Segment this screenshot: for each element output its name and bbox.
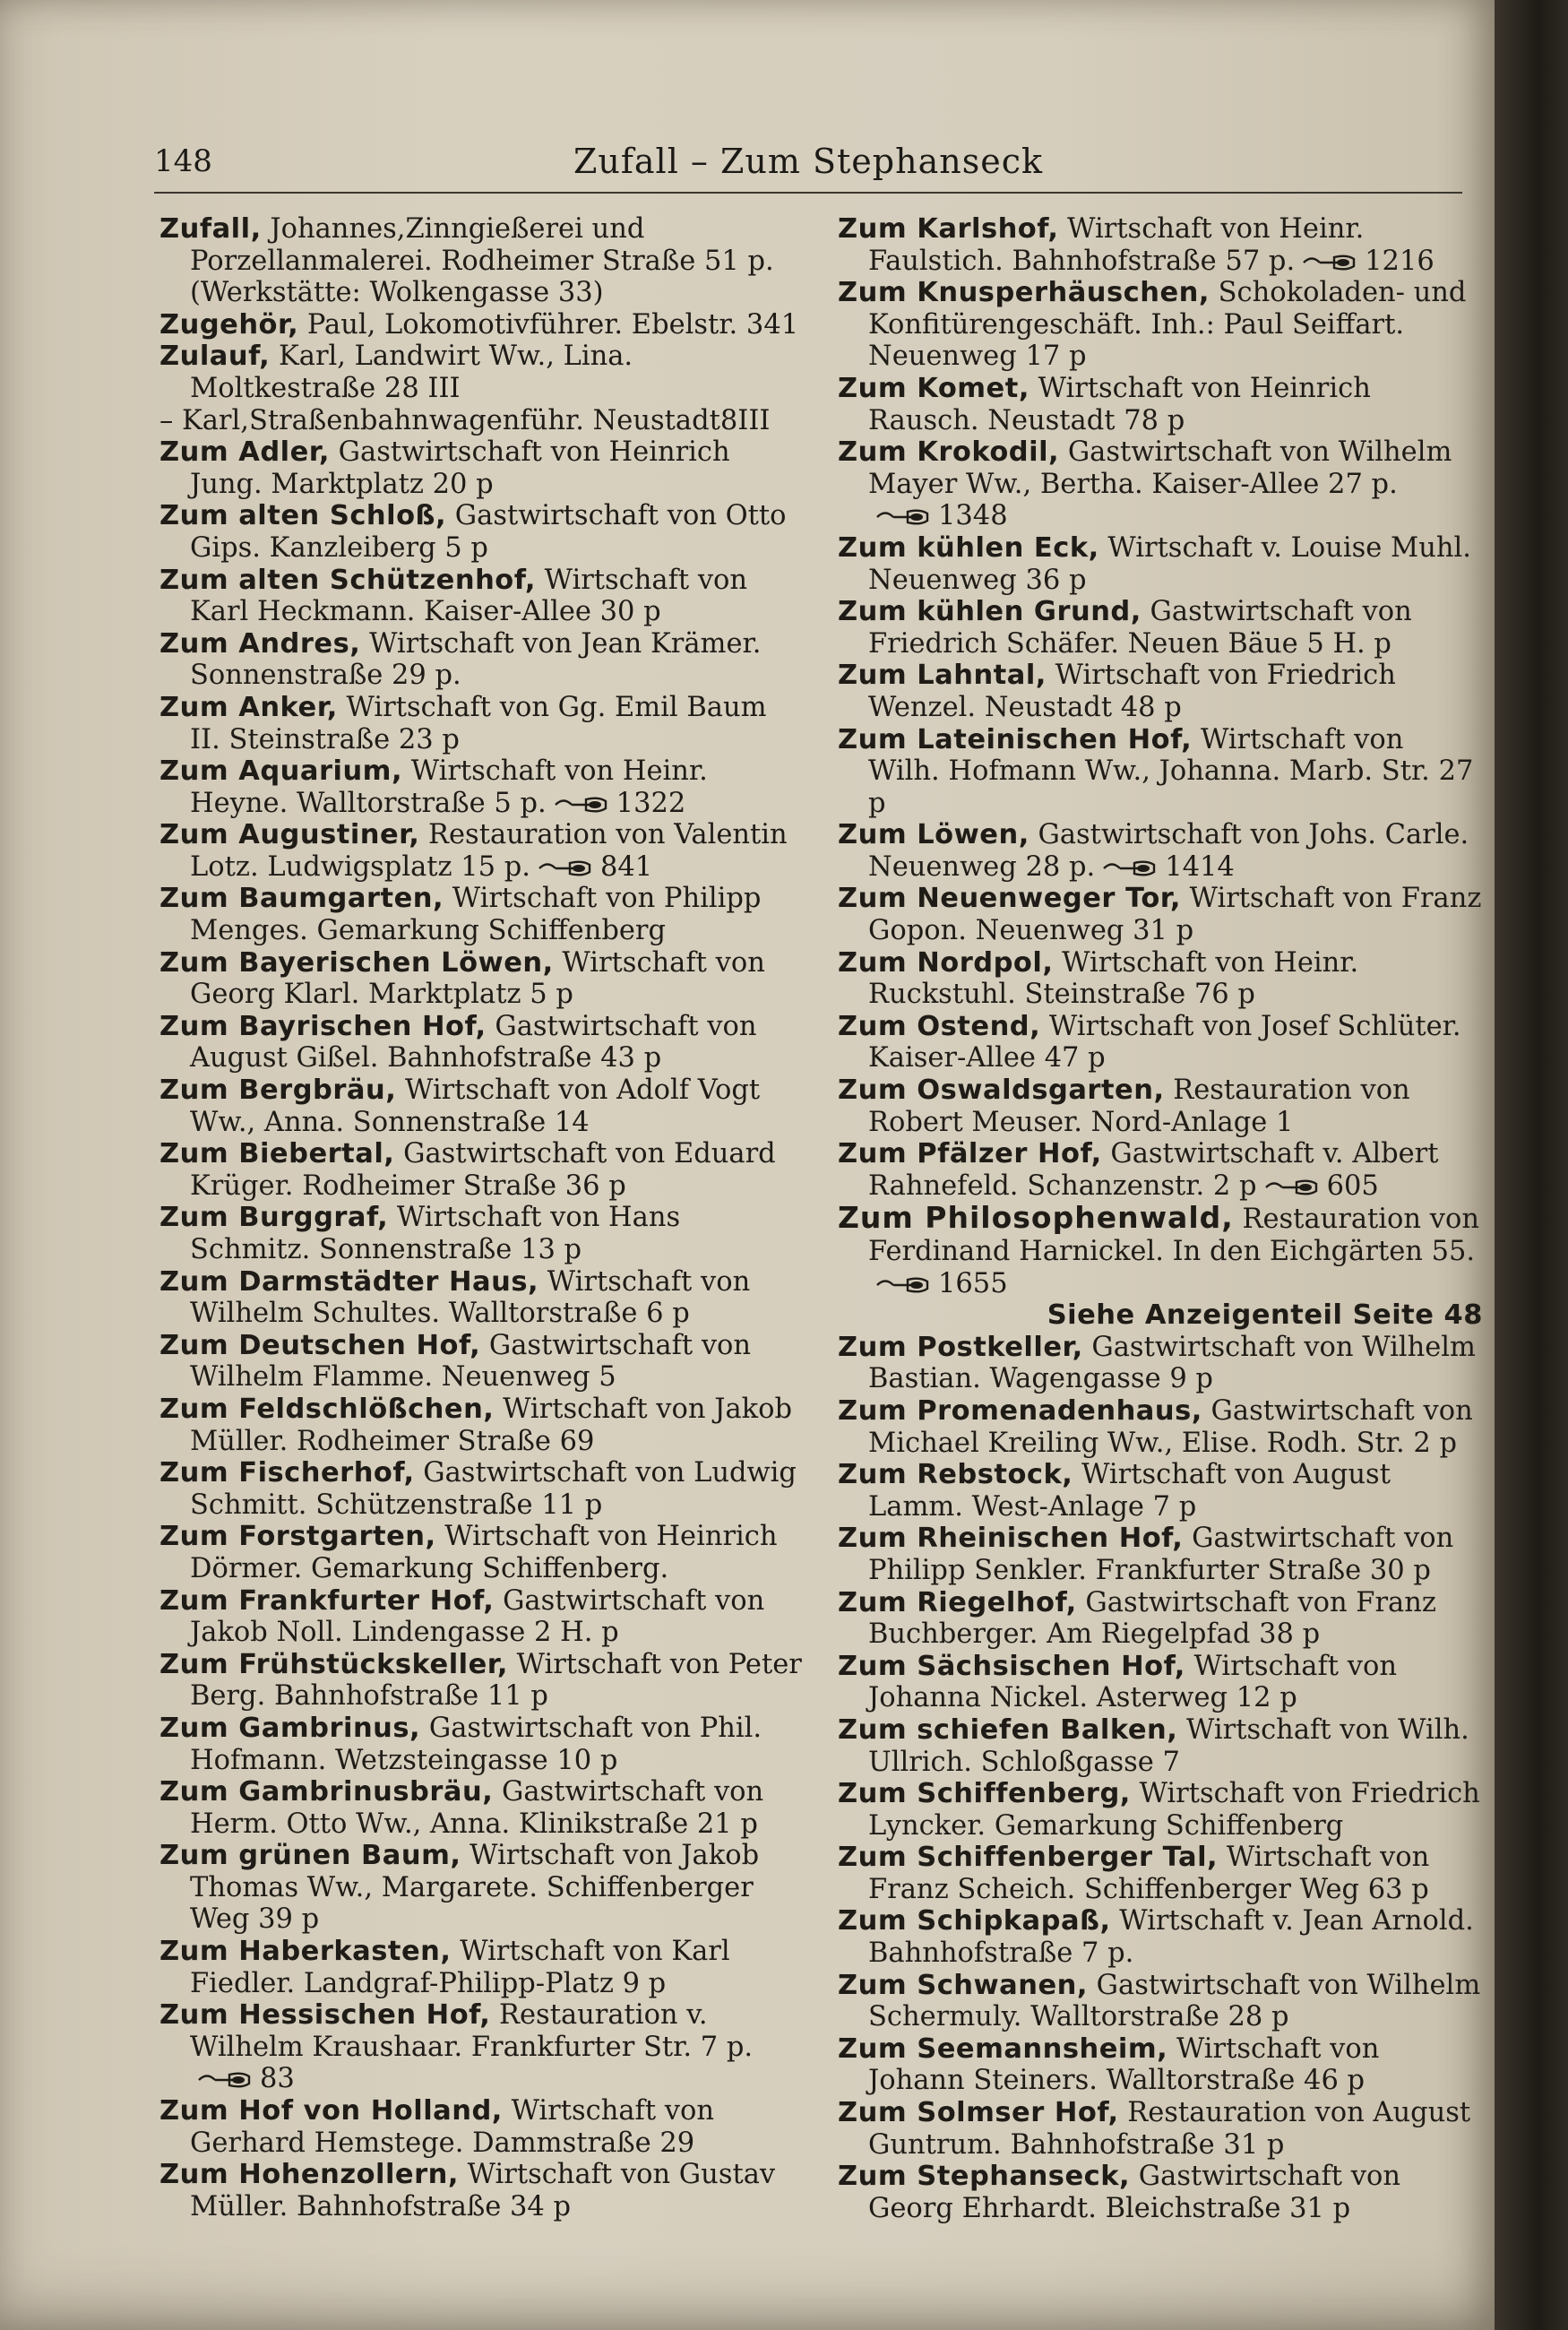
entry-name: Zum Gambrinus, [159, 1712, 421, 1744]
directory-entry [838, 1332, 1483, 1395]
entry-name: Zum Andres, [159, 627, 361, 660]
directory-entry [159, 1011, 805, 1074]
entry-details: Wirtschaft von Friedrich Wenzel. Neustadt 48 p [868, 660, 1396, 723]
entry-details: Gastwirtschaft von Eduard Krüger. Rodheimer Straße 36 p [190, 1138, 776, 1202]
entry-name: Zum Komet, [838, 372, 1030, 404]
telephone-number [868, 1268, 1008, 1299]
entry-name: Zulauf, [159, 341, 271, 373]
telephone-icon [538, 859, 591, 877]
entry-details: Wirtschaft von Heinr. Faulstich. Bahnhofstraße 57 p. [868, 213, 1365, 277]
entry-details: Restauration v. Wilhelm Kraushaar. Frankfurter Str. 7 p. [190, 1999, 754, 2063]
entry-details: Wirtschaft von Wilh. Hofmann Ww., Johanna. Marb. Str. 27 p [868, 723, 1474, 819]
entry-name: Zum Hessischen Hof, [159, 1999, 491, 2032]
entry-details: Wirtschaft von Johanna Nickel. Asterweg 12 p [868, 1650, 1397, 1714]
entry-name: Zum Promenadenhaus, [838, 1394, 1202, 1427]
directory-entry [838, 1651, 1483, 1714]
entry-details: Schokoladen- und Konfitürengeschäft. Inh.: Paul Seiffart. Neuenweg 17 p [868, 277, 1467, 373]
entry-details: Gastwirtschaft von Georg Ehrhardt. Bleichstraße 31 p [868, 2161, 1400, 2224]
telephone-number-value: 1655 [938, 1267, 1008, 1299]
entry-name: Zum Haberkasten, [159, 1936, 452, 1968]
entry-details: Gastwirtschaft von Phil. Hofmann. Wetzsteingasse 10 p [190, 1712, 762, 1776]
entry-details: Wirtschaft von Gustav Müller. Bahnhofstraße 34 p [190, 2159, 776, 2222]
entry-details: Wirtschaft von Gerhard Hemstege. Dammstraße 29 [190, 2095, 715, 2159]
directory-entry [159, 2095, 805, 2159]
entry-details: Wirtschaft von Georg Klarl. Marktplatz 5 p [190, 946, 765, 1011]
entry-details: Wirtschaft von Jean Krämer. Sonnenstraße 29 p. [190, 627, 762, 692]
page-number: 148 [154, 143, 212, 179]
directory-entry [159, 1713, 805, 1776]
entry-name: Zum Schiffenberger Tal, [838, 1842, 1219, 1874]
entry-name: Zum Biebertal, [159, 1138, 395, 1170]
telephone-icon [197, 2071, 251, 2089]
entry-name: Zum Feldschlößchen, [159, 1393, 495, 1425]
entry-name: Zum Karlshof, [838, 213, 1059, 245]
directory-entry [838, 1138, 1483, 1202]
entry-details: Wirtschaft v. Louise Muhl. Neuenweg 36 p [868, 531, 1471, 596]
telephone-number-value: 1216 [1365, 245, 1434, 277]
directory-entry [838, 1523, 1483, 1586]
directory-entry [838, 883, 1483, 946]
entry-name: Zum Knusperhäuschen, [838, 277, 1210, 309]
entry-details: Gastwirtschaft von Michael Kreiling Ww., Elise. Rodh. Str. 2 p [868, 1394, 1473, 1459]
entry-details: Gastwirtschaft von Friedrich Schäfer. Neuen Bäue 5 H. p [868, 596, 1412, 660]
directory-entry [838, 213, 1483, 277]
entry-name: Zum Stephanseck, [838, 2161, 1131, 2193]
entry-name: Zum Neuenweger Tor, [838, 883, 1181, 915]
telephone-number-value: 83 [260, 2063, 295, 2095]
entry-name: Zum Krokodil, [838, 436, 1060, 469]
entry-details: – Karl,Straßenbahnwagenführ. Neustadt8III [159, 404, 771, 436]
entry-details: Karl, Landwirt Ww., Lina. Moltkestraße 28 III [190, 341, 633, 404]
directory-entry [159, 1394, 805, 1457]
directory-entry [159, 947, 805, 1011]
directory-entry [159, 1330, 805, 1394]
entry-details: Wirtschaft von Heinrich Rausch. Neustadt 78 p [868, 372, 1371, 436]
directory-entry [838, 1842, 1483, 1905]
directory-entry [159, 309, 805, 341]
entry-name: Zum Frankfurter Hof, [159, 1584, 495, 1617]
entry-name: Zum Sächsischen Hof, [838, 1650, 1185, 1682]
entry-name: Zum Schwanen, [838, 1969, 1088, 2001]
entry-details: Wirtschaft von August Lamm. West-Anlage 7 p [868, 1459, 1391, 1523]
directory-entry [838, 724, 1483, 820]
directory-entry [838, 660, 1483, 723]
entry-name: Zum grünen Baum, [159, 1840, 461, 1872]
directory-entry [159, 405, 805, 437]
entry-name: Zum Löwen, [838, 819, 1030, 851]
entry-name: Zum Pfälzer Hof, [838, 1138, 1102, 1170]
directory-entry [159, 341, 805, 404]
directory-entry [838, 1714, 1483, 1778]
entry-details: Wirtschaft von Franz Gopon. Neuenweg 31 p [868, 883, 1482, 947]
directory-entry [159, 213, 805, 309]
directory-entry [159, 692, 805, 755]
entry-name: Zum alten Schützenhof, [159, 564, 536, 596]
telephone-number-value: 1322 [616, 787, 686, 819]
entry-details: Wirtschaft von Heinr. Heyne. Walltorstraße 5 p. [190, 755, 708, 819]
entry-name: Zum Rebstock, [838, 1459, 1073, 1491]
entry-details: Wirtschaft von Johann Steiners. Walltorstraße 46 p [868, 2032, 1380, 2097]
entry-details: Gastwirtschaft von Herm. Otto Ww., Anna. Klinikstraße 21 p [190, 1776, 764, 1840]
entry-details: Restauration von August Guntrum. Bahnhofstraße 31 p [868, 2097, 1471, 2161]
entry-details: Gastwirtschaft von Franz Buchberger. Am Riegelpfad 38 p [868, 1586, 1436, 1651]
entry-name: Zum Hohenzollern, [159, 2159, 459, 2191]
entry-details: Wirtschaft von Wilhelm Schultes. Walltorstraße 6 p [190, 1265, 751, 1330]
directory-entry [838, 1011, 1483, 1074]
entry-details: Gastwirtschaft von Heinrich Jung. Marktplatz 20 p [190, 436, 730, 500]
entry-name: Zum alten Schloß, [159, 500, 447, 532]
entry-name: Zum Ostend, [838, 1010, 1041, 1042]
directory-entry [159, 1776, 805, 1840]
telephone-icon [1302, 254, 1356, 272]
directory-entry [159, 755, 805, 819]
entry-details: Wirtschaft von Jakob Müller. Rodheimer Straße 69 [190, 1393, 792, 1457]
directory-entry [838, 947, 1483, 1011]
telephone-number-value: 1414 [1165, 850, 1235, 883]
entry-details: Paul, Lokomotivführer. Ebelstr. 341 [306, 308, 799, 341]
entry-name: Zum Bayrischen Hof, [159, 1010, 487, 1042]
entry-name: Zum kühlen Grund, [838, 596, 1142, 628]
entry-details: Wirtschaft von Karl Heckmann. Kaiser-Allee 30 p [190, 564, 748, 628]
entry-name: Zum schiefen Balken, [838, 1713, 1178, 1746]
entry-details: Wirtschaft von Franz Scheich. Schiffenberger Weg 63 p [868, 1842, 1430, 1905]
directory-entry [838, 2097, 1483, 2161]
telephone-number [547, 788, 686, 819]
directory-entry [838, 1395, 1483, 1459]
entry-details: Gastwirtschaft von Wilhelm Mayer Ww., Bertha. Kaiser-Allee 27 p. [868, 436, 1452, 500]
directory-entry [159, 1074, 805, 1138]
entry-details: Wirtschaft von Gg. Emil Baum II. Steinstraße 23 p [190, 691, 767, 755]
entry-name: Zum Fischerhof, [159, 1457, 415, 1489]
entry-details: Restauration von Ferdinand Harnickel. In den Eichgärten 55. [868, 1204, 1479, 1267]
directory-entry [159, 883, 805, 946]
entry-name: Zum Augustiner, [159, 819, 420, 851]
telephone-number-value: 841 [600, 850, 653, 883]
page-header [154, 142, 1462, 194]
telephone-number [1095, 851, 1235, 883]
telephone-number [1295, 246, 1434, 277]
entry-name: Zum Rheinischen Hof, [838, 1523, 1184, 1555]
entry-details: Wirtschaft von Friedrich Lyncker. Gemarkung Schiffenberg [868, 1778, 1480, 1842]
entry-name: Zum Lahntal, [838, 660, 1047, 692]
entry-name: Zum kühlen Eck, [838, 531, 1099, 564]
directory-entry [838, 373, 1483, 436]
right-column [838, 213, 1483, 2224]
entry-name: Zum Hof von Holland, [159, 2095, 503, 2127]
directory-entry [159, 1202, 805, 1265]
running-head: Zufall – Zum Stephanseck [573, 142, 1044, 181]
directory-entry [159, 1521, 805, 1584]
entry-details: Wirtschaft von Hans Schmitz. Sonnenstraße 13 p [190, 1202, 681, 1265]
directory-entry [159, 1138, 805, 1202]
entry-name: Zum Philosophenwald, [838, 1200, 1234, 1236]
directory-entry [159, 1936, 805, 1999]
telephone-number [868, 500, 1008, 531]
entry-name: Zum Deutschen Hof, [159, 1329, 481, 1361]
directory-entry [838, 1074, 1483, 1138]
directory-entry [159, 1999, 805, 2095]
telephone-number-value: 605 [1326, 1169, 1379, 1202]
entry-name: Zum Oswaldsgarten, [838, 1074, 1165, 1107]
entry-name: Zum Solmser Hof, [838, 2097, 1119, 2129]
directory-entry [838, 819, 1483, 883]
directory-entry [159, 2159, 805, 2222]
entry-name: Zum Nordpol, [838, 946, 1054, 979]
directory-entry [838, 1970, 1483, 2033]
telephone-icon [1264, 1178, 1318, 1196]
directory-entry [838, 436, 1483, 532]
telephone-number-value: 1348 [938, 500, 1008, 532]
entry-details: Wirtschaft von Wilh. Ullrich. Schloßgasse 7 [868, 1713, 1469, 1778]
directory-entry [838, 1587, 1483, 1651]
directory-entry [159, 1840, 805, 1936]
directory-entry [159, 436, 805, 500]
directory-entry [159, 1266, 805, 1330]
directory-entry [838, 2161, 1483, 2224]
entry-details: Restauration von Robert Meuser. Nord-Anlage 1 [868, 1074, 1410, 1138]
directory-entry [159, 500, 805, 564]
directory-entry [838, 1905, 1483, 1969]
advertisement-reference: Siehe Anzeigenteil Seite 48 [1047, 1299, 1483, 1332]
entry-name: Zum Burggraf, [159, 1202, 389, 1234]
entry-details: Restauration von Valentin Lotz. Ludwigsplatz 15 p. [190, 819, 788, 883]
entry-name: Zufall, [159, 213, 262, 245]
telephone-icon [875, 508, 929, 526]
entry-details: Wirtschaft von Adolf Vogt Ww., Anna. Sonnenstraße 14 [190, 1074, 761, 1138]
telephone-number [530, 851, 652, 883]
directory-entry [838, 1202, 1483, 1299]
entry-name: Zum Gambrinusbräu, [159, 1776, 494, 1808]
telephone-icon [554, 796, 607, 814]
directory-entry [159, 628, 805, 692]
entry-name: Zum Schiffenberg, [838, 1778, 1131, 1810]
book-spine [1495, 0, 1568, 2330]
entry-details: Gastwirtschaft von Wilhelm Bastian. Wagengasse 9 p [868, 1331, 1476, 1395]
entry-details: Gastwirtschaft von Johs. Carle. Neuenweg 28 p. [868, 819, 1469, 883]
entry-details: Wirtschaft von Philipp Menges. Gemarkung Schiffenberg [190, 883, 762, 947]
entry-details: Gastwirtschaft von Jakob Noll. Lindengasse 2 H. p [190, 1584, 765, 1649]
entry-details: Wirtschaft von Jakob Thomas Ww., Margarete. Schiffenberger Weg 39 p [190, 1840, 760, 1936]
entry-name: Zum Anker, [159, 691, 338, 723]
entry-details: Gastwirtschaft von Ludwig Schmitt. Schützenstraße 11 p [190, 1457, 797, 1521]
entry-name: Zum Postkeller, [838, 1331, 1083, 1363]
directory-entry [159, 1457, 805, 1521]
entry-details: Johannes,Zinngießerei und Porzellanmalerei. Rodheimer Straße 51 p. (Werkstätte: Wolkengasse 33) [190, 213, 774, 309]
directory-entry [838, 1459, 1483, 1523]
entry-details: Gastwirtschaft von August Gißel. Bahnhofstraße 43 p [190, 1010, 757, 1074]
entry-name: Zum Baumgarten, [159, 883, 444, 915]
telephone-icon [1102, 859, 1156, 877]
entry-details: Gastwirtschaft von Wilhelm Flamme. Neuenweg 5 [190, 1329, 752, 1394]
entry-name: Zum Forstgarten, [159, 1521, 436, 1553]
directory-entry [838, 532, 1483, 596]
entry-details: Gastwirtschaft von Otto Gips. Kanzleiberg 5 p [190, 500, 787, 564]
directory-entry [838, 1778, 1483, 1842]
directory-entry [159, 1585, 805, 1649]
entry-name: Zum Bergbräu, [159, 1074, 397, 1107]
entry-details: Wirtschaft v. Jean Arnold. Bahnhofstraße 7 p. [868, 1905, 1474, 1970]
entry-details: Gastwirtschaft v. Albert Rahnefeld. Schanzenstr. 2 p [868, 1138, 1439, 1202]
entry-name: Zum Bayerischen Löwen, [159, 946, 554, 979]
telephone-icon [875, 1276, 929, 1294]
directory-entry [838, 596, 1483, 660]
entry-details: Wirtschaft von Peter Berg. Bahnhofstraße 11 p [190, 1648, 802, 1713]
telephone-number [190, 2063, 295, 2094]
left-column [159, 213, 805, 2222]
entry-name: Zum Adler, [159, 436, 330, 469]
entry-details: Gastwirtschaft von Philipp Senkler. Frankfurter Straße 30 p [868, 1523, 1454, 1586]
directory-entry [159, 565, 805, 628]
directory-entry [838, 2033, 1483, 2097]
entry-details: Wirtschaft von Josef Schlüter. Kaiser-Allee 47 p [868, 1010, 1461, 1074]
entry-name: Zum Darmstädter Haus, [159, 1265, 539, 1298]
entry-name: Zum Lateinischen Hof, [838, 723, 1193, 755]
entry-details: Wirtschaft von Karl Fiedler. Landgraf-Philipp-Platz 9 p [190, 1936, 730, 1999]
entry-details: Gastwirtschaft von Wilhelm Schermuly. Walltorstraße 28 p [868, 1969, 1481, 2033]
entry-details: Wirtschaft von Heinr. Ruckstuhl. Steinstraße 76 p [868, 946, 1359, 1011]
entry-name: Zum Aquarium, [159, 755, 403, 788]
entry-name: Zum Riegelhof, [838, 1586, 1077, 1618]
entry-name: Zugehör, [159, 308, 299, 341]
directory-entry [159, 1649, 805, 1713]
telephone-number [1257, 1170, 1379, 1202]
entry-details: Wirtschaft von Heinrich Dörmer. Gemarkung Schiffenberg. [190, 1521, 778, 1584]
entry-name: Zum Frühstückskeller, [159, 1648, 508, 1680]
entry-name: Zum Schipkapaß, [838, 1905, 1111, 1937]
entry-name: Zum Seemannsheim, [838, 2032, 1168, 2065]
directory-entry [838, 277, 1483, 373]
directory-entry [159, 819, 805, 883]
